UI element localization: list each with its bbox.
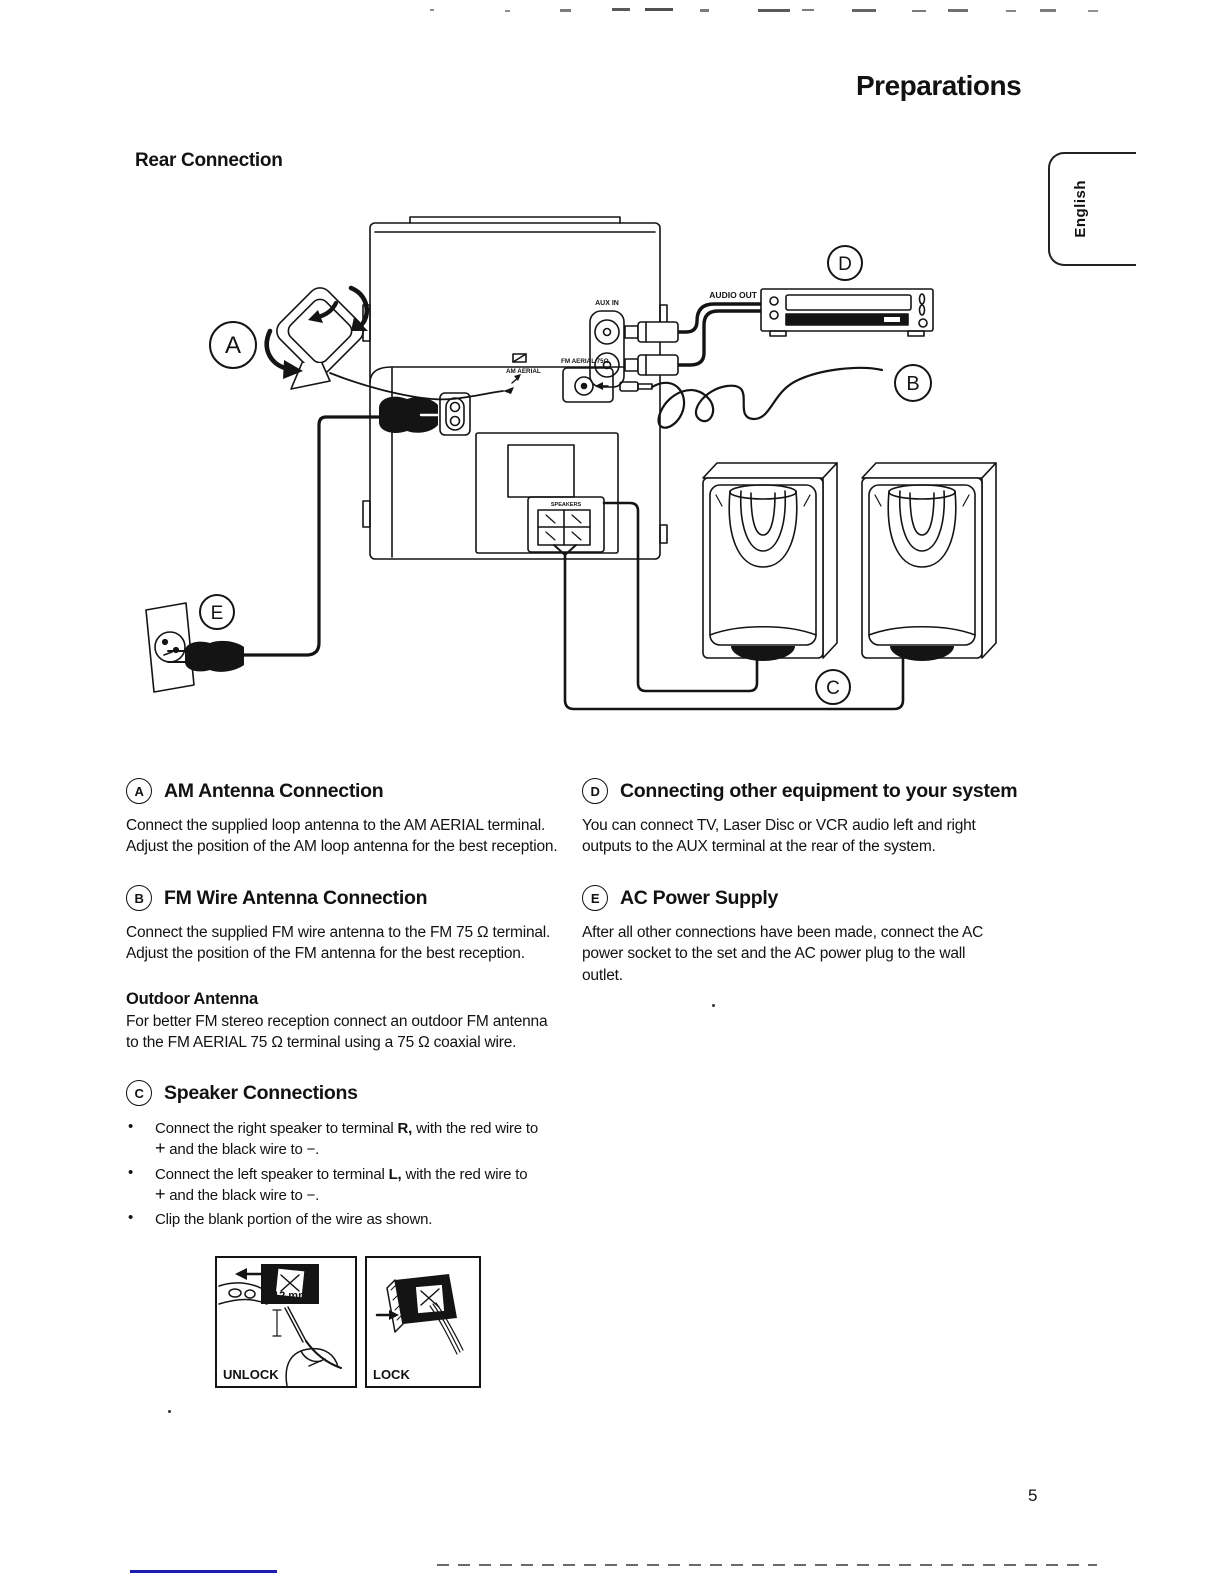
scan-artifact-blue-line	[130, 1570, 277, 1573]
speaker-bullet-2	[126, 1164, 576, 1207]
language-tab	[1048, 152, 1136, 266]
section-letter-b: B	[126, 885, 152, 911]
bullet1-bold: R,	[397, 1120, 413, 1137]
language-tab-label: English	[1072, 180, 1089, 238]
section-fm-antenna	[126, 885, 576, 965]
section-outdoor-antenna	[126, 990, 576, 1054]
svg-text:FM AERIAL 75Ω: FM AERIAL 75Ω	[561, 358, 609, 365]
speaker-left	[703, 463, 837, 661]
svg-text:A: A	[224, 332, 242, 359]
scan-speck	[712, 1004, 715, 1007]
svg-text:AUDIO OUT: AUDIO OUT	[709, 290, 757, 300]
bullet-dot: •	[128, 1209, 134, 1227]
scan-artifact	[437, 1564, 1097, 1566]
callout-a	[210, 322, 256, 368]
section-b-line1: Connect the supplied FM wire antenna to the FM 75 Ω terminal.	[126, 924, 551, 941]
svg-text:SPEAKERS: SPEAKERS	[550, 502, 582, 508]
section-heading-rear-connection: Rear Connection	[135, 150, 283, 171]
section-letter-c: C	[126, 1080, 152, 1106]
callout-d	[828, 246, 862, 280]
scan-speck	[168, 1410, 171, 1413]
plus-symbol: +	[155, 1138, 166, 1159]
section-other-equipment	[582, 778, 1027, 858]
section-letter-e: E	[582, 885, 608, 911]
page-title: Preparations	[856, 70, 1022, 101]
lock-label: LOCK	[373, 1367, 410, 1382]
svg-text:D: D	[838, 254, 852, 275]
section-am-antenna	[126, 778, 576, 858]
section-a-line1: Connect the supplied loop antenna to the AM AERIAL terminal.	[126, 817, 546, 834]
section-speaker-connections	[126, 1080, 576, 1233]
wire-clip-figures	[215, 1256, 481, 1388]
bullet1-text2: with the red wire to	[412, 1120, 538, 1137]
bullet2-text: Connect the left speaker to terminal	[155, 1165, 389, 1183]
bullet2-text2: with the red wire to	[401, 1165, 528, 1183]
section-title-d: Connecting other equipment to your system	[620, 779, 1018, 802]
outdoor-antenna-title: Outdoor Antenna	[126, 990, 259, 1008]
measure-label: 12 mm	[273, 1290, 308, 1302]
section-title-b: FM Wire Antenna Connection	[164, 886, 428, 909]
section-title-a: AM Antenna Connection	[164, 779, 384, 802]
plus-symbol: +	[155, 1183, 166, 1204]
section-e-line2: power socket to the set and the AC power plug to the wall	[582, 945, 966, 963]
rear-connection-diagram	[120, 205, 1040, 745]
bullet2-line2: and the black wire to −.	[165, 1186, 320, 1204]
svg-text:AM AERIAL: AM AERIAL	[506, 368, 541, 375]
section-title-e: AC Power Supply	[620, 886, 779, 909]
section-e-line3: outlet.	[582, 966, 623, 984]
section-e-line1: After all other connections have been made, connect the AC	[582, 924, 984, 941]
bullet2-bold: L,	[388, 1165, 402, 1183]
section-a-line2: Adjust the position of the AM loop antenna for the best reception.	[126, 838, 558, 856]
section-d-line1: You can connect TV, Laser Disc or VCR audio left and right	[582, 817, 976, 834]
callout-e	[200, 595, 234, 629]
section-title-c: Speaker Connections	[164, 1081, 358, 1104]
bullet1-text: Connect the right speaker to terminal	[155, 1120, 398, 1137]
bullet1-line2: and the black wire to −.	[165, 1141, 320, 1159]
outdoor-line2: to the FM AERIAL 75 Ω terminal using a 75 Ω coaxial wire.	[126, 1034, 517, 1052]
callout-c	[816, 670, 850, 704]
speaker-right	[862, 463, 996, 661]
speaker-bullet-3	[126, 1209, 576, 1230]
outdoor-line1: For better FM stereo reception connect an outdoor FM antenna	[126, 1013, 548, 1030]
section-d-line2: outputs to the AUX terminal at the rear of the system.	[582, 838, 936, 856]
section-letter-a: A	[126, 778, 152, 804]
svg-text:B: B	[906, 373, 920, 395]
lock-figure	[365, 1256, 481, 1388]
page-number: 5	[1028, 1486, 1038, 1505]
section-ac-power	[582, 885, 1027, 986]
speaker-bullet-1	[126, 1118, 576, 1161]
main-unit	[363, 217, 667, 559]
bullet3-text: Clip the blank portion of the wire as shown.	[155, 1211, 433, 1229]
svg-text:C: C	[826, 678, 840, 699]
unlock-figure	[215, 1256, 357, 1388]
section-b-line2: Adjust the position of the FM antenna for the best reception.	[126, 945, 525, 963]
section-letter-d: D	[582, 778, 608, 804]
bullet-dot: •	[128, 1163, 134, 1181]
unlock-label: UNLOCK	[223, 1367, 279, 1382]
svg-text:E: E	[210, 603, 224, 624]
svg-text:AUX IN: AUX IN	[595, 300, 619, 307]
bullet-dot: •	[128, 1118, 134, 1135]
callout-b	[895, 365, 931, 401]
